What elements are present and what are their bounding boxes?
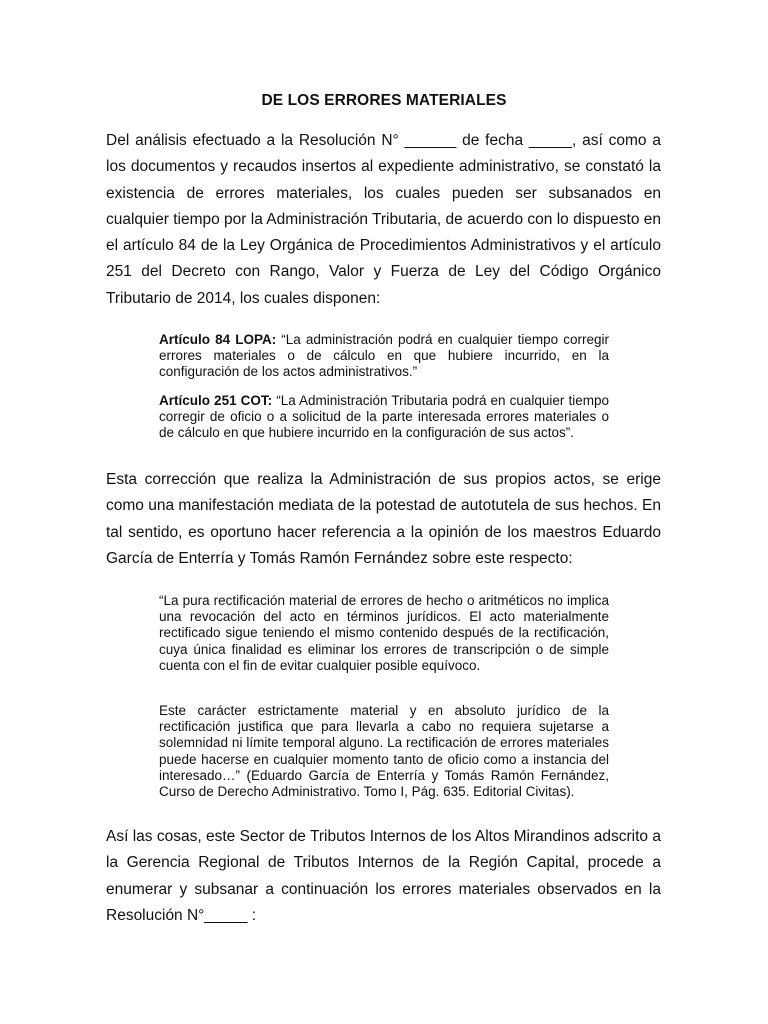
correction-paragraph: Esta corrección que realiza la Administración de sus propios actos, se erige como una manifestación mediata de la potestad de autotutela de sus hechos. En tal sentido, es oportuno hacer referencia a la opinión de los maestros Eduardo García de Enterría y Tomás Ramón Fernández sobre este respecto: — [106, 471, 661, 567]
doctrine-quote-part-1: “La pura rectificación material de errores de hecho o aritméticos no implica una revocación del acto en términos jurídicos. El acto materialmente rectificado sigue teniendo el mismo contenido después de la rectificación, cuya única finalidad es eliminar los errores de transcripción o de simple cuenta con el fin de evitar cualquier posible equívoco. — [159, 593, 609, 673]
doctrine-quote-part-2: Este carácter estrictamente material y en absoluto jurídico de la rectificación justifica que para llevarla a cabo no requiera sujetarse a solemnidad ni límite temporal alguno. La rectificación de errores materiales puede hacerse en cualquier momento tanto de oficio como a instancia del interesado…” (Eduardo García de Enterría y Tomás Ramón Fernández, Curso de Derecho Administrativo. Tomo I, Pág. 635. Editorial Civitas). — [159, 703, 609, 800]
article-84-quote — [159, 332, 609, 381]
article-84-label: Artículo 84 LOPA: — [159, 332, 277, 347]
intro-paragraph: Del análisis efectuado a la Resolución N° ______ de fecha _____, así como a los documentos y recaudos insertos al expediente administrativo, se constató la existencia de errores materiales, los cuales pueden ser subsanados en cualquier tiempo por la Administración Tributaria, de acuerdo con lo dispuesto en el artículo 84 de la Ley Orgánica de Procedimientos Administrativos y el artículo 251 del Decreto con Rango, Valor y Fuerza de Ley del Código Orgánico Tributario de 2014, los cuales disponen: — [106, 132, 661, 307]
article-251-label: Artículo 251 COT: — [159, 393, 273, 408]
closing-paragraph: Así las cosas, este Sector de Tributos Internos de los Altos Mirandinos adscrito a la Gerencia Regional de Tributos Internos de la Región Capital, procede a enumerar y subsanar a continuación los errores materiales observados en la Resolución N°_____ : — [106, 828, 661, 924]
article-251-quote — [159, 393, 609, 442]
page-title: DE LOS ERRORES MATERIALES — [261, 92, 507, 109]
article-251-text: “La Administración Tributaria podrá en cualquier tiempo corregir de oficio o a solicitud de la parte interesada errores materiales o de cálculo en que hubiere incurrido en la configuración de sus actos”. — [159, 393, 609, 441]
article-84-text: “La administración podrá en cualquier tiempo corregir errores materiales o de cálculo en que hubiere incurrido, en la configuración de los actos administrativos.” — [159, 332, 609, 380]
